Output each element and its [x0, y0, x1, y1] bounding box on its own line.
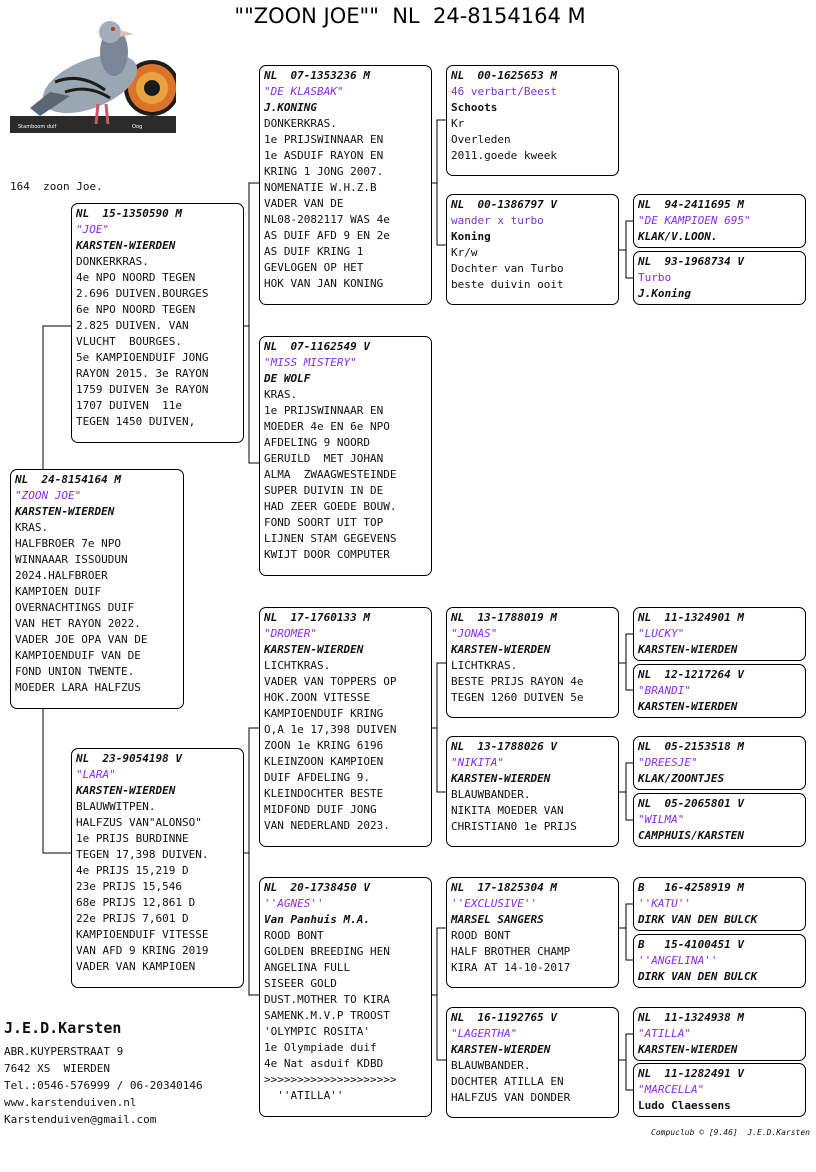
note-line: GEVLOGEN OP HET: [264, 261, 364, 274]
pigeon-card-dss[interactable]: [446, 877, 619, 988]
ring-number: NL 00-1625653 M: [451, 69, 557, 82]
pigeon-name: "MISS MISTERY": [264, 356, 357, 369]
note-line: HOK.ZOON VITESSE: [264, 691, 370, 704]
breeder: KARSTEN-WIERDEN: [451, 1043, 551, 1056]
note-line: OVERNACHTINGS DUIF: [15, 601, 135, 614]
note-line: 1e PRIJSWINNAAR EN: [264, 404, 384, 417]
ring-number: NL 16-1192765 V: [451, 1011, 557, 1024]
pigeon-name: "DROMER": [264, 627, 317, 640]
breeder: KLAK/ZOONTJES: [638, 772, 725, 785]
breeder: KARSTEN-WIERDEN: [638, 700, 738, 713]
pigeon-notes: [264, 928, 428, 1104]
note-line: Overleden: [451, 133, 511, 146]
note-line: KRING 1 JONG 2007.: [264, 165, 384, 178]
note-line: VADER VAN TOPPERS OP: [264, 675, 397, 688]
note-line: GERUILD MET JOHAN: [264, 452, 384, 465]
pigeon-card-g9[interactable]: [633, 1007, 806, 1061]
pigeon-notes: [264, 116, 428, 292]
note-line: KAMPIOENDUIF VITESSE: [76, 928, 209, 941]
note-line: CHRISTIAN0 1e PRIJS: [451, 820, 577, 833]
note-line: KAMPIOEN DUIF: [15, 585, 102, 598]
ring-number: NL 00-1386797 V: [451, 198, 557, 211]
pigeon-name: "ATILLA": [638, 1027, 691, 1040]
note-line: HALF BROTHER CHAMP: [451, 945, 571, 958]
breeder: Schoots: [451, 101, 498, 114]
pigeon-notes: [76, 254, 240, 430]
note-line: VADER VAN KAMPIOEN: [76, 960, 196, 973]
note-line: VADER JOE OPA VAN DE: [15, 633, 148, 646]
pigeon-name: "BRANDI": [638, 684, 691, 697]
ring-number: NL 93-1968734 V: [638, 255, 744, 268]
breeder: MARSEL SANGERS: [451, 913, 544, 926]
breeder: Van Panhuis M.A.: [264, 913, 370, 926]
note-line: 2.696 DUIVEN.BOURGES: [76, 287, 209, 300]
note-line: 2024.HALFBROER: [15, 569, 108, 582]
note-line: TEGEN 1260 DUIVEN 5e: [451, 691, 584, 704]
pigeon-card-g7[interactable]: [633, 877, 806, 931]
pigeon-name: "ZOON JOE": [15, 489, 82, 502]
note-line: AFDELING 9 NOORD: [264, 436, 370, 449]
pigeon-name: "DE KLASBAK": [264, 85, 344, 98]
ring-number: NL 12-1217264 V: [638, 668, 744, 681]
note-line: DUST.MOTHER TO KIRA: [264, 993, 390, 1006]
photo-caption-right: Oog: [132, 124, 143, 130]
note-line: KIRA AT 14-10-2017: [451, 961, 571, 974]
note-line: 1e ASDUIF RAYON EN: [264, 149, 384, 162]
note-line: Dochter van Turbo: [451, 262, 564, 275]
note-line: FOND UNION TWENTE.: [15, 665, 135, 678]
breeder: DIRK VAN DEN BULCK: [638, 970, 758, 983]
note-line: 1e Olympiade duif: [264, 1041, 377, 1054]
note-line: 68e PRIJS 12,861 D: [76, 896, 196, 909]
ring-number: NL 05-2153518 M: [638, 740, 744, 753]
pigeon-card-sss[interactable]: [446, 65, 619, 176]
footer-credit: Compuclub © [9.46] J.E.D.Karsten: [651, 1128, 810, 1137]
pigeon-notes: [264, 387, 428, 563]
ring-number: NL 17-1825304 M: [451, 881, 557, 894]
note-line: MIDFOND DUIF JONG: [264, 803, 377, 816]
note-line: 4e NPO NOORD TEGEN: [76, 271, 196, 284]
note-line: 1759 DUIVEN 3e RAYON: [76, 383, 209, 396]
pigeon-name: "LARA": [76, 768, 116, 781]
note-line: WINNAAAR ISSOUDUN: [15, 553, 128, 566]
pigeon-notes: [451, 928, 615, 976]
note-line: KAMPIOENDUIF VAN DE: [15, 649, 141, 662]
pigeon-card-g6[interactable]: [633, 793, 806, 847]
note-line: KRAS.: [15, 521, 49, 534]
note-line: MOEDER 4e EN 6e NPO: [264, 420, 390, 433]
note-line: TEGEN 17,398 DUIVEN.: [76, 848, 209, 861]
pigeon-notes: [451, 787, 615, 835]
note-line: beste duivin ooit: [451, 278, 564, 291]
pigeon-name: ''ANGELINA'': [638, 954, 718, 967]
note-line: VAN NEDERLAND 2023.: [264, 819, 390, 832]
photo-caption-left: Stamboom duif: [18, 124, 57, 130]
pigeon-card-sdd[interactable]: [446, 736, 619, 847]
pigeon-card-g8[interactable]: [633, 934, 806, 988]
note-line: 1e PRIJS BURDINNE: [76, 832, 189, 845]
breeder: Ludo Claessens: [638, 1099, 731, 1112]
note-line: MOEDER LARA HALFZUS: [15, 681, 141, 694]
note-line: VAN AFD 9 KRING 2019: [76, 944, 209, 957]
ring-number: NL 23-9054198 V: [76, 752, 182, 765]
note-line: ALMA ZWAAGWESTEINDE: [264, 468, 397, 481]
pigeon-card-dam[interactable]: [71, 748, 244, 988]
note-line: HAD ZEER GOEDE BOUW.: [264, 500, 397, 513]
pigeon-notes: [451, 658, 615, 706]
note-line: VADER VAN DE: [264, 197, 344, 210]
breeder: CAMPHUIS/KARSTEN: [638, 829, 744, 842]
pigeon-card-dsd[interactable]: [446, 1007, 619, 1118]
note-line: KLEINZOON KAMPIOEN: [264, 755, 384, 768]
note-line: NIKITA MOEDER VAN: [451, 804, 564, 817]
pigeon-name: "DE KAMPIOEN 695": [638, 214, 751, 227]
note-line: 22e PRIJS 7,601 D: [76, 912, 189, 925]
pigeon-card-g3[interactable]: [633, 607, 806, 661]
owner-city: 7642 XS WIERDEN: [4, 1062, 110, 1075]
note-line: RAYON 2015. 3e RAYON: [76, 367, 209, 380]
note-line: FOND SOORT UIT TOP: [264, 516, 384, 529]
ring-number: NL 94-2411695 M: [638, 198, 744, 211]
note-line: 6e NPO NOORD TEGEN: [76, 303, 196, 316]
breeder: KARSTEN-WIERDEN: [76, 784, 176, 797]
note-line: Kr: [451, 117, 465, 130]
ring-number: NL 07-1353236 M: [264, 69, 370, 82]
ring-number: NL 13-1788026 V: [451, 740, 557, 753]
note-line: KAMPIOENDUIF KRING: [264, 707, 384, 720]
pigeon-card-sire-sire[interactable]: [259, 65, 432, 305]
note-line: LICHTKRAS.: [451, 659, 518, 672]
note-line: DONKERKRAS.: [264, 117, 337, 130]
note-line: LICHTKRAS.: [264, 659, 331, 672]
pigeon-name: "MARCELLA": [638, 1083, 705, 1096]
note-line: O,A 1e 17,398 DUIVEN: [264, 723, 397, 736]
note-line: KLEINDOCHTER BESTE: [264, 787, 384, 800]
note-line: AS DUIF AFD 9 EN 2e: [264, 229, 390, 242]
pigeon-text: wander x turbo: [451, 214, 544, 227]
pigeon-card-g2[interactable]: [633, 251, 806, 305]
ring-number: NL 05-2065801 V: [638, 797, 744, 810]
pigeon-notes: [451, 116, 615, 164]
note-line: 23e PRIJS 15,546: [76, 880, 182, 893]
ring-number: NL 07-1162549 V: [264, 340, 370, 353]
pigeon-name: "JONAS": [451, 627, 498, 640]
note-line: 1707 DUIVEN 11e: [76, 399, 182, 412]
note-line: SUPER DUIVIN IN DE: [264, 484, 384, 497]
note-line: TEGEN 1450 DUIVEN,: [76, 415, 196, 428]
pigeon-card-subject[interactable]: [10, 469, 184, 709]
breeder: DE WOLF: [264, 372, 311, 385]
pigeon-name: "NIKITA": [451, 756, 504, 769]
pigeon-card-sire[interactable]: [71, 203, 244, 443]
note-line: ROOD BONT: [264, 929, 324, 942]
pigeon-card-dam-sire[interactable]: [259, 607, 432, 847]
breeder: Koning: [451, 230, 491, 243]
note-line: >>>>>>>>>>>>>>>>>>>>: [264, 1073, 397, 1086]
note-line: 4e PRIJS 15,219 D: [76, 864, 189, 877]
note-line: ANGELINA FULL: [264, 961, 351, 974]
pigeon-card-sds[interactable]: [446, 607, 619, 718]
note-line: KRAS.: [264, 388, 298, 401]
note-line: ZOON 1e KRING 6196: [264, 739, 384, 752]
note-line: Kr/w: [451, 246, 478, 259]
owner-website[interactable]: www.karstenduiven.nl: [4, 1096, 137, 1109]
breeder: KARSTEN-WIERDEN: [638, 1043, 738, 1056]
pigeon-card-sire-dam[interactable]: [259, 336, 432, 576]
note-line: 4e Nat asduif KDBD: [264, 1057, 384, 1070]
breeder: J.Koning: [638, 287, 691, 300]
ring-number: NL 20-1738450 V: [264, 881, 370, 894]
note-line: BESTE PRIJS RAYON 4e: [451, 675, 584, 688]
note-line: SAMENK.M.V.P TROOST: [264, 1009, 390, 1022]
note-line: BLAUWBANDER.: [451, 788, 531, 801]
pigeon-name: ''KATU'': [638, 897, 691, 910]
pigeon-card-dam-dam[interactable]: [259, 877, 432, 1117]
note-line: HALFBROER 7e NPO: [15, 537, 121, 550]
ring-number: NL 11-1324938 M: [638, 1011, 744, 1024]
pigeon-card-g10[interactable]: [633, 1063, 806, 1117]
breeder: KARSTEN-WIERDEN: [264, 643, 364, 656]
breeder: J.KONING: [264, 101, 317, 114]
breeder: KARSTEN-WIERDEN: [451, 772, 551, 785]
pigeon-card-ssd[interactable]: [446, 194, 619, 305]
pigeon-notes: [15, 520, 180, 696]
note-line: BLAUWWITPEN.: [76, 800, 156, 813]
note-line: GOLDEN BREEDING HEN: [264, 945, 390, 958]
ring-number: NL 13-1788019 M: [451, 611, 557, 624]
pigeon-notes: [264, 658, 428, 834]
note-line: 'OLYMPIC ROSITA': [264, 1025, 370, 1038]
breeder: KLAK/V.LOON.: [638, 230, 718, 243]
page-title: ""ZOON JOE"" NL 24-8154164 M: [234, 4, 586, 28]
pigeon-notes: [76, 799, 240, 975]
pigeon-name: ''EXCLUSIVE'': [451, 897, 538, 910]
note-line: NL08-2082117 WAS 4e: [264, 213, 390, 226]
pigeon-name: "LAGERTHA": [451, 1027, 518, 1040]
note-line: DONKERKRAS.: [76, 255, 149, 268]
note-line: HOK VAN JAN KONING: [264, 277, 384, 290]
pigeon-notes: [451, 245, 615, 293]
note-line: ROOD BONT: [451, 929, 511, 942]
ring-number: NL 24-8154164 M: [15, 473, 121, 486]
owner-address: ABR.KUYPERSTRAAT 9: [4, 1045, 124, 1058]
pigeon-name: "LUCKY": [638, 627, 685, 640]
owner-email[interactable]: Karstenduiven@gmail.com: [4, 1113, 157, 1126]
pigeon-text: 46 verbart/Beest: [451, 85, 557, 98]
loft-label: 164 zoon Joe.: [10, 180, 103, 193]
note-line: HALFZUS VAN DONDER: [451, 1091, 571, 1104]
note-line: VLUCHT BOURGES.: [76, 335, 182, 348]
note-line: 2.825 DUIVEN. VAN: [76, 319, 189, 332]
note-line: 5e KAMPIOENDUIF JONG: [76, 351, 209, 364]
pigeon-name: ''AGNES'': [264, 897, 324, 910]
note-line: ''ATILLA'': [264, 1089, 344, 1102]
pigeon-card-g5[interactable]: [633, 736, 806, 790]
ring-number: NL 15-1350590 M: [76, 207, 182, 220]
owner-name: J.E.D.Karsten: [4, 1019, 122, 1037]
breeder: KARSTEN-WIERDEN: [76, 239, 176, 252]
note-line: NOMENATIE W.H.Z.B: [264, 181, 377, 194]
note-line: KWIJT DOOR COMPUTER: [264, 548, 390, 561]
note-line: LIJNEN STAM GEGEVENS: [264, 532, 397, 545]
ring-number: NL 11-1324901 M: [638, 611, 744, 624]
note-line: 2011.goede kweek: [451, 149, 557, 162]
owner-phone: Tel.:0546-576999 / 06-20340146: [4, 1079, 203, 1092]
pigeon-name: "DREESJE": [638, 756, 698, 769]
note-line: HALFZUS VAN"ALONSO": [76, 816, 202, 829]
ring-number: NL 11-1282491 V: [638, 1067, 744, 1080]
ring-number: B 15-4100451 V: [638, 938, 744, 951]
note-line: DUIF AFDELING 9.: [264, 771, 370, 784]
pigeon-name: "JOE": [76, 223, 110, 236]
breeder: DIRK VAN DEN BULCK: [638, 913, 758, 926]
pigeon-card-g1[interactable]: [633, 194, 806, 248]
note-line: SISEER GOLD: [264, 977, 337, 990]
owner-contact: [4, 1043, 203, 1128]
pigeon-name: "WILMA": [638, 813, 685, 826]
ring-number: NL 17-1760133 M: [264, 611, 370, 624]
ring-number: B 16-4258919 M: [638, 881, 744, 894]
note-line: BLAUWBANDER.: [451, 1059, 531, 1072]
note-line: 1e PRIJSWINNAAR EN: [264, 133, 384, 146]
breeder: KARSTEN-WIERDEN: [638, 643, 738, 656]
breeder: KARSTEN-WIERDEN: [451, 643, 551, 656]
note-line: VAN HET RAYON 2022.: [15, 617, 141, 630]
pigeon-notes: [451, 1058, 615, 1106]
pigeon-text: Turbo: [638, 271, 672, 284]
note-line: DOCHTER ATILLA EN: [451, 1075, 564, 1088]
note-line: AS DUIF KRING 1: [264, 245, 364, 258]
pigeon-card-g4[interactable]: [633, 664, 806, 718]
breeder: KARSTEN-WIERDEN: [15, 505, 115, 518]
